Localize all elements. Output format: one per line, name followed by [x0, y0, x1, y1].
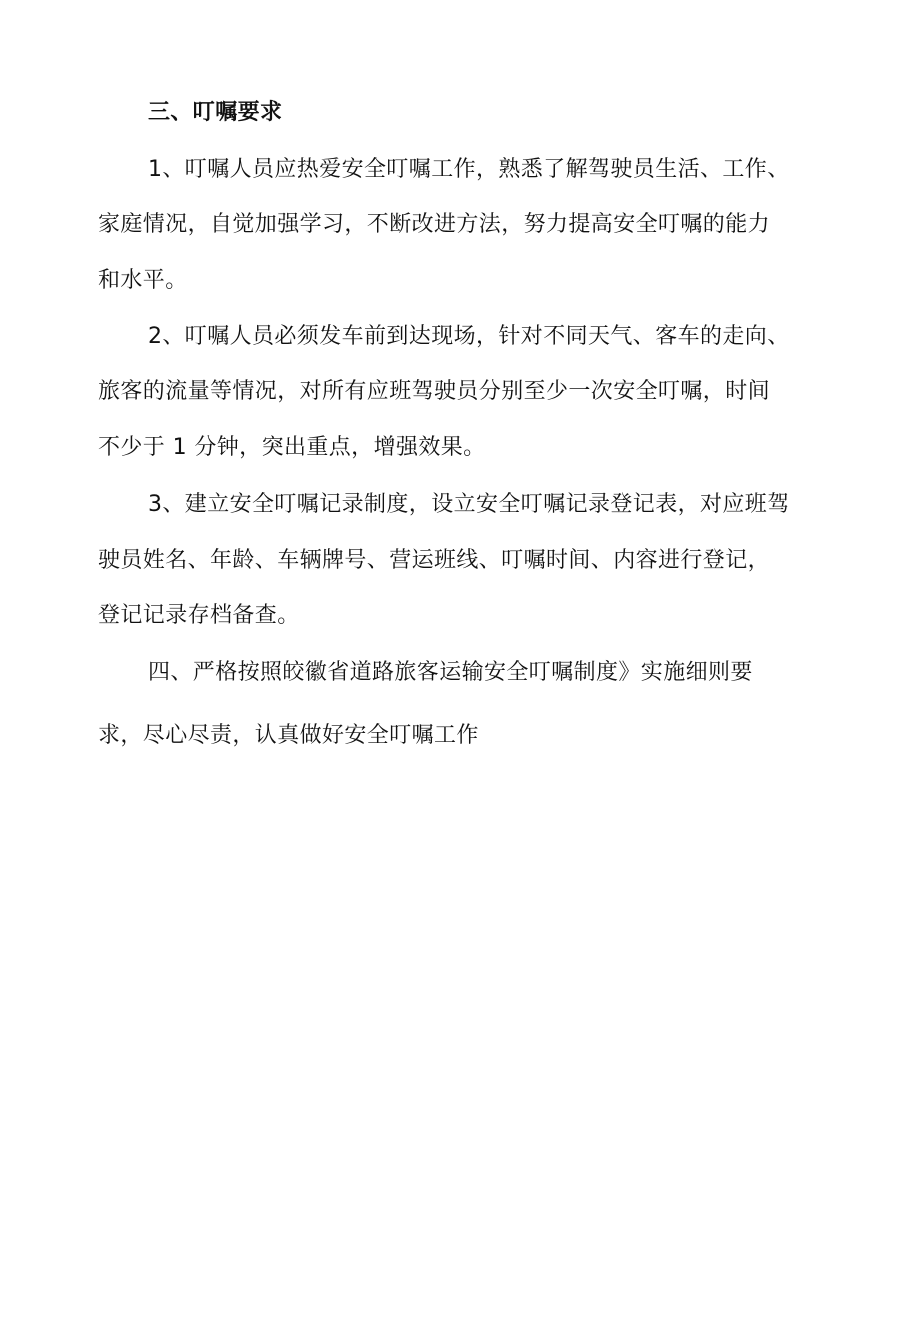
section-3-heading: 三、叮嘱要求 [148, 100, 283, 125]
item-1-line-2: 家庭情况，自觉加强学习，不断改进方法，努力提高安全叮嘱的能力 [98, 212, 771, 237]
item-1-line-3: 和水平。 [98, 268, 188, 293]
item-2-line-1: 2、叮嘱人员必须发车前到达现场，针对不同天气、客车的走向、 [148, 324, 790, 349]
item-1-line-1: 1、叮嘱人员应热爱安全叮嘱工作，熟悉了解驾驶员生活、工作、 [148, 157, 790, 182]
item-2-line-2: 旅客的流量等情况，对所有应班驾驶员分别至少一次安全叮嘱，时间 [98, 379, 771, 404]
item-2-line-3: 不少于 1 分钟，突出重点，增强效果。 [98, 435, 486, 460]
item-3-line-2: 驶员姓名、年龄、车辆牌号、营运班线、叮嘱时间、内容进行登记， [98, 548, 771, 573]
item-3-line-3: 登记记录存档备查。 [98, 603, 300, 628]
section-4-line-1: 四、严格按照皎徽省道路旅客运输安全叮嘱制度》实施细则要 [148, 660, 753, 685]
section-4-line-2: 求，尽心尽责，认真做好安全叮嘱工作 [98, 723, 479, 748]
item-3-line-1: 3、建立安全叮嘱记录制度，设立安全叮嘱记录登记表，对应班驾 [148, 492, 790, 517]
